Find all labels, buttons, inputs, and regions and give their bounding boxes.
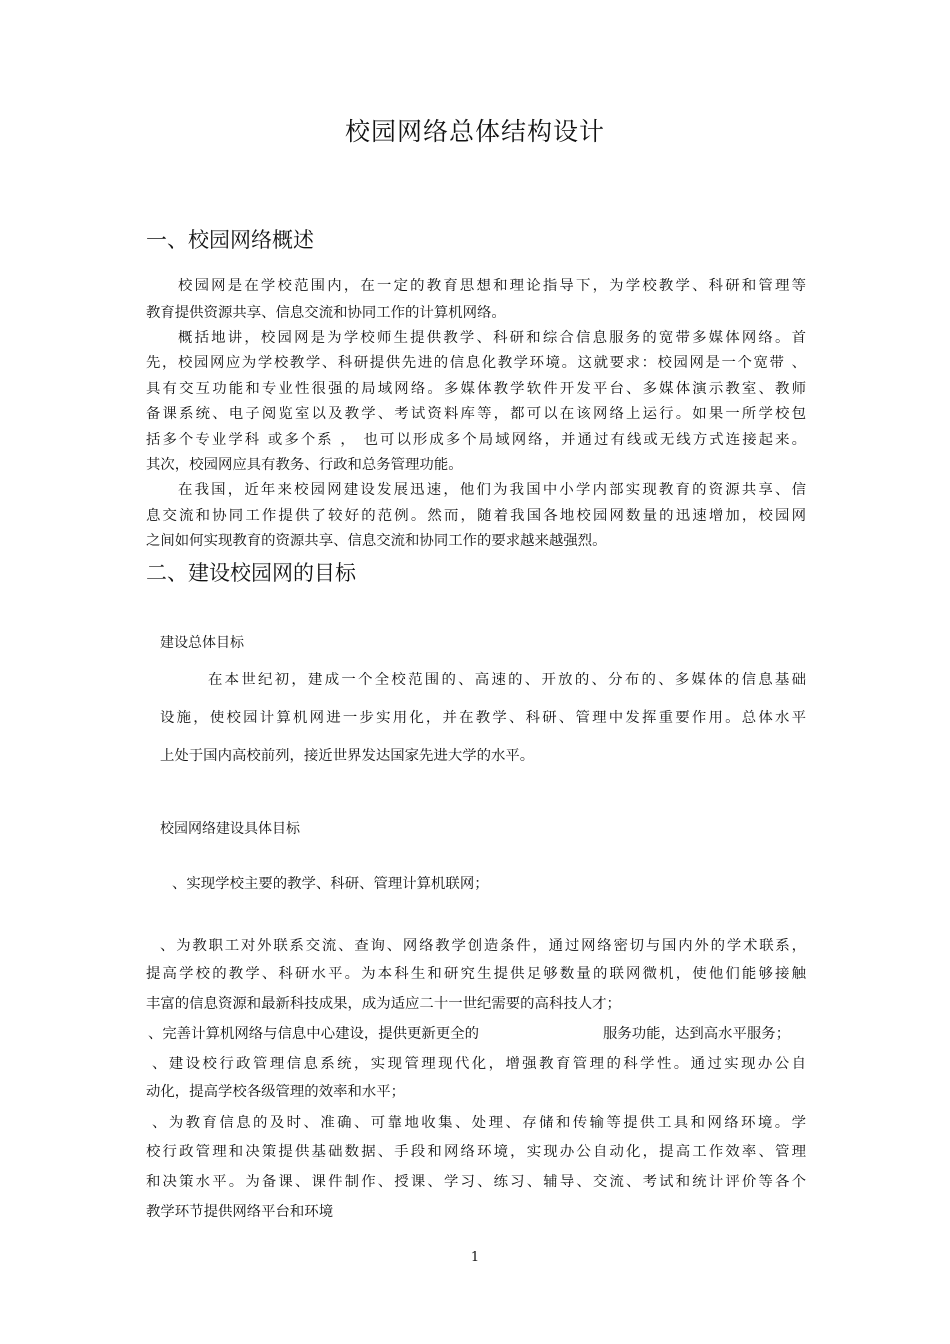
list-item: 、完善计算机网络与信息中心建设，提供更新更全的: [148, 1026, 479, 1042]
paragraph-line: 之间如何实现教育的资源共享、信息交流和协同工作的要求越来越强烈。: [146, 533, 607, 549]
list-item-line: 丰富的信息资源和最新科技成果，成为适应二十一世纪需要的高科技人才；: [146, 996, 621, 1012]
page-title: 校园网络总体结构设计: [344, 117, 605, 146]
list-item: 、为教职工对外联系交流、查询、网络教学创造条件，通过网络密切与国内外的学术联系，: [160, 938, 806, 954]
subheading-overall-goal: 建设总体目标: [160, 635, 244, 651]
paragraph-line: 息交流和协同工作提供了较好的范例。然而，随着我国各地校园网数量的迅速增加，校园网: [146, 508, 806, 524]
paragraph-line: 概括地讲，校园网是为学校师生提供教学、科研和综合信息服务的宽带多媒体网络。首: [178, 330, 806, 346]
section-heading-overview: 一、校园网络概述: [146, 228, 314, 252]
section-heading-goals: 二、建设校园网的目标: [146, 561, 356, 585]
paragraph-line: 备课系统、电子阅览室以及教学、考试资料库等，都可以在该网络上运行。如果一所学校包: [146, 406, 806, 422]
paragraph-line: 括多个专业学科 或多个系 ， 也可以形成多个局域网络，并通过有线或无线方式连接起来。: [146, 432, 806, 448]
list-item-line: 教学环节提供网络平台和环境: [146, 1204, 334, 1220]
paragraph-line: 在我国，近年来校园网建设发展迅速，他们为我国中小学内部实现教育的资源共享、信: [178, 482, 806, 498]
paragraph-line: 先，校园网应为学校教学、科研提供先进的信息化教学环境。这就要求：校园网是一个宽带 、: [146, 355, 806, 371]
list-item-line: 和决策水平。为备课、课件制作、授课、学习、练习、辅导、交流、考试和统计评价等各个: [146, 1174, 806, 1190]
list-item-line: 提高学校的教学、科研水平。为本科生和研究生提供足够数量的联网微机，使他们能够接触: [146, 966, 806, 982]
subheading-specific-goals: 校园网络建设具体目标: [160, 821, 300, 837]
paragraph-line: 设施，使校园计算机网进一步实用化，并在教学、科研、管理中发挥重要作用。总体水平: [160, 710, 806, 726]
paragraph-line: 在本世纪初，建成一个全校范围的、高速的、开放的、分布的、多媒体的信息基础: [208, 672, 806, 688]
list-item-line: 校行政管理和决策提供基础数据、手段和网络环境，实现办公自动化，提高工作效率、管理: [146, 1144, 806, 1160]
list-item: 、建设校行政管理信息系统，实现管理现代化，增强教育管理的科学性。通过实现办公自: [152, 1056, 806, 1072]
list-item-continuation: 服务功能，达到高水平服务；: [603, 1026, 791, 1042]
paragraph-line: 具有交互功能和专业性很强的局域网络。多媒体教学软件开发平台、多媒体演示教室、教师: [146, 381, 806, 397]
page-number: 1: [470, 1250, 480, 1265]
list-item: 、为教育信息的及时、准确、可靠地收集、处理、存储和传输等提供工具和网络环境。学: [152, 1115, 806, 1131]
list-item-line: 动化，提高学校各级管理的效率和水平；: [146, 1084, 406, 1100]
list-item: 、实现学校主要的教学、科研、管理计算机联网；: [172, 876, 489, 892]
paragraph-line: 校园网是在学校范围内，在一定的教育思想和理论指导下，为学校教学、科研和管理等: [178, 278, 806, 294]
paragraph-line: 上处于国内高校前列，接近世界发达国家先进大学的水平。: [160, 748, 535, 764]
paragraph-line: 教育提供资源共享、信息交流和协同工作的计算机网络。: [146, 305, 506, 321]
paragraph-line: 其次，校园网应具有教务、行政和总务管理功能。: [146, 457, 463, 473]
